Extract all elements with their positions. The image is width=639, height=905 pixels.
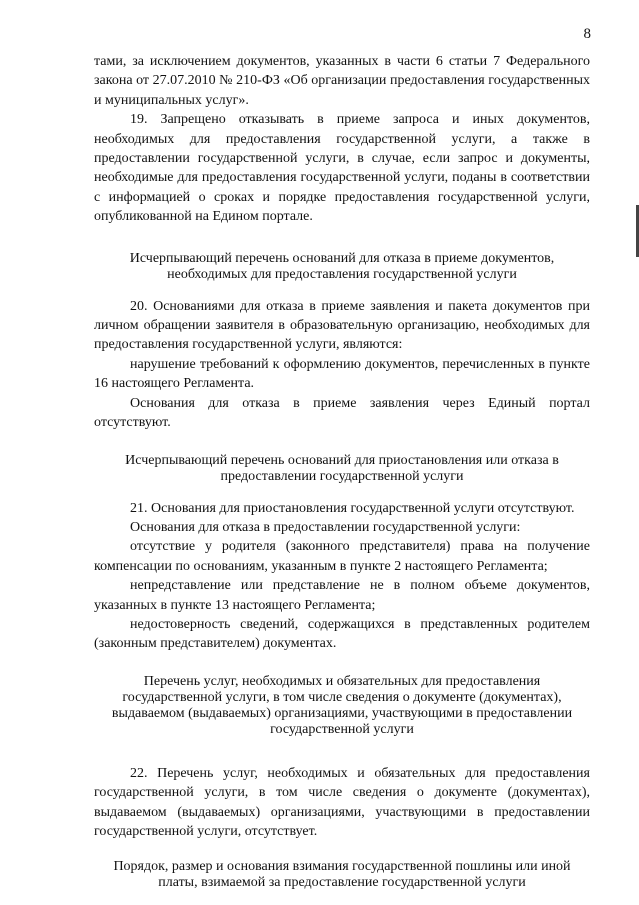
paragraph-20-portal: Основания для отказа в приеме заявления через Единый портал отсутствуют. <box>94 395 590 431</box>
section-heading-refusal-documents: Исчерпывающий перечень оснований для отказа в приеме документов, необходимых для предоставления государственной услуги <box>129 250 555 282</box>
document-body <box>94 52 590 891</box>
section-heading-suspension: Исчерпывающий перечень оснований для приостановления или отказа в предоставлении государственной услуги <box>125 452 559 484</box>
paragraph-20-item: нарушение требований к оформлению документов, перечисленных в пункте 16 настоящего Регламента. <box>94 356 590 392</box>
paragraph-continuation: тами, за исключением документов, указанных в части 6 статьи 7 Федерального закона от 27.07.2010 № 210-ФЗ «Об организации предоставления государственных и муниципальных услуг». <box>94 54 590 108</box>
page-number: 8 <box>583 26 591 42</box>
paragraph-21-item-3: недостоверность сведений, содержащихся в представленных родителем (законным представителем) документах. <box>94 616 590 652</box>
paragraph-22: 22. Перечень услуг, необходимых и обязательных для предоставления государственной услуги, в том числе сведения о документе (документах), выдаваемом (выдаваемых) организациями, участвующими в предоставлении государственной услуги, отсутствует. <box>94 765 590 839</box>
paragraph-19: 19. Запрещено отказывать в приеме запроса и иных документов, необходимых для предоставления государственной услуги, а также в предоставлении государственной услуги, в случае, если запрос и документы, необходимые для предоставления государственной услуги, поданы в соответствии с информацией о сроках и порядке предоставления государственной услуги, опубликованной на Едином портале. <box>94 112 590 225</box>
paragraph-21: 21. Основания для приостановления государственной услуги отсутствуют. <box>130 500 575 516</box>
paragraph-21-item-2: непредставление или представление не в полном объеме документов, указанных в пункте 13 настоящего Регламента; <box>94 578 590 613</box>
section-heading-required-services: Перечень услуг, необходимых и обязательных для предоставления государственной услуги, в том числе сведения о документе (документах), выдаваемом (выдаваемых) организациями, участвующими в предоставлении государственной услуги <box>111 673 573 737</box>
paragraph-21-item-1: отсутствие у родителя (законного представителя) права на получение компенсации по основаниям, указанным в пункте 2 настоящего Регламента; <box>94 539 590 574</box>
paragraph-21-grounds: Основания для отказа в предоставлении государственной услуги: <box>130 519 521 535</box>
section-heading-state-fee: Порядок, размер и основания взимания государственной пошлины или иной платы, взимаемой за предоставление государственной услуги <box>113 859 571 891</box>
paragraph-20: 20. Основаниями для отказа в приеме заявления и пакета документов при личном обращении заявителя в образовательную организацию, необходимых для предоставления государственной услуги, являются: <box>94 298 590 353</box>
